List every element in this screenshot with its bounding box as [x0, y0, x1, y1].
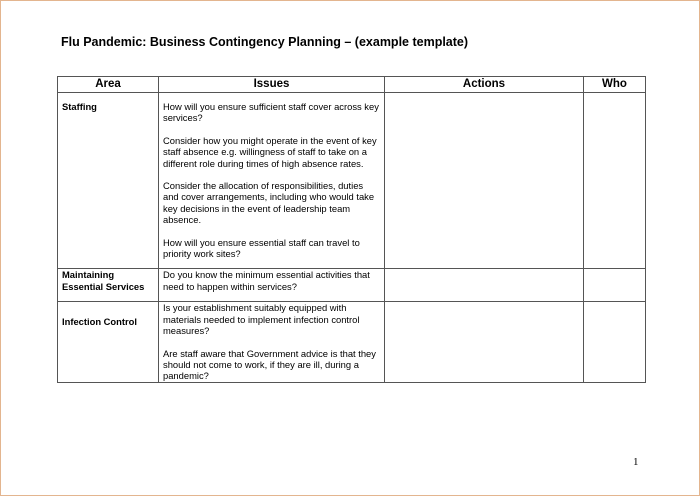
issue-text: Are staff aware that Government advice is that they should not come to work, if they are ill, during a pandemic? [163, 347, 376, 382]
header-actions: Actions [385, 77, 584, 93]
table-row-essential-services [58, 269, 646, 302]
issues-cell [159, 93, 385, 269]
document-title: Flu Pandemic: Business Contingency Planning – (example template) [61, 35, 469, 49]
area-label: Maintaining Essential Services [62, 269, 145, 292]
issues-cell [159, 302, 385, 382]
actions-cell[interactable] [385, 302, 584, 382]
who-cell[interactable] [584, 93, 646, 269]
area-cell [58, 302, 159, 382]
issue-text: How will you ensure essential staff can travel to priority work sites? [163, 236, 360, 260]
issue-text: How will you ensure sufficient staff cover across key services? [163, 101, 379, 124]
area-cell [58, 269, 159, 302]
area-label: Infection Control [62, 316, 137, 328]
issue-text: Is your establishment suitably equipped with materials needed to implement infection control measures? [163, 302, 360, 337]
actions-cell[interactable] [385, 93, 584, 269]
issues-cell [159, 269, 385, 302]
header-area: Area [58, 77, 159, 93]
contingency-table [57, 76, 646, 383]
issue-text: Consider the allocation of responsibilities, duties and cover arrangements, including who would take key decisions in the event of leadership team absence. [163, 180, 375, 226]
page-number: 1 [633, 456, 639, 468]
header-who: Who [584, 77, 646, 93]
issue-text: Consider how you might operate in the event of key staff absence e.g. willingness of staff to take on a different role during times of high absence rates. [163, 134, 377, 169]
area-cell [58, 93, 159, 269]
who-cell[interactable] [584, 269, 646, 302]
table-header-row [58, 77, 646, 93]
table-row-infection-control [58, 302, 646, 382]
actions-cell[interactable] [385, 269, 584, 302]
issue-text: Do you know the minimum essential activities that need to happen within services? [163, 269, 370, 292]
who-cell[interactable] [584, 302, 646, 382]
table-row-staffing [58, 93, 646, 269]
header-issues: Issues [159, 77, 385, 93]
area-label: Staffing [62, 101, 97, 112]
